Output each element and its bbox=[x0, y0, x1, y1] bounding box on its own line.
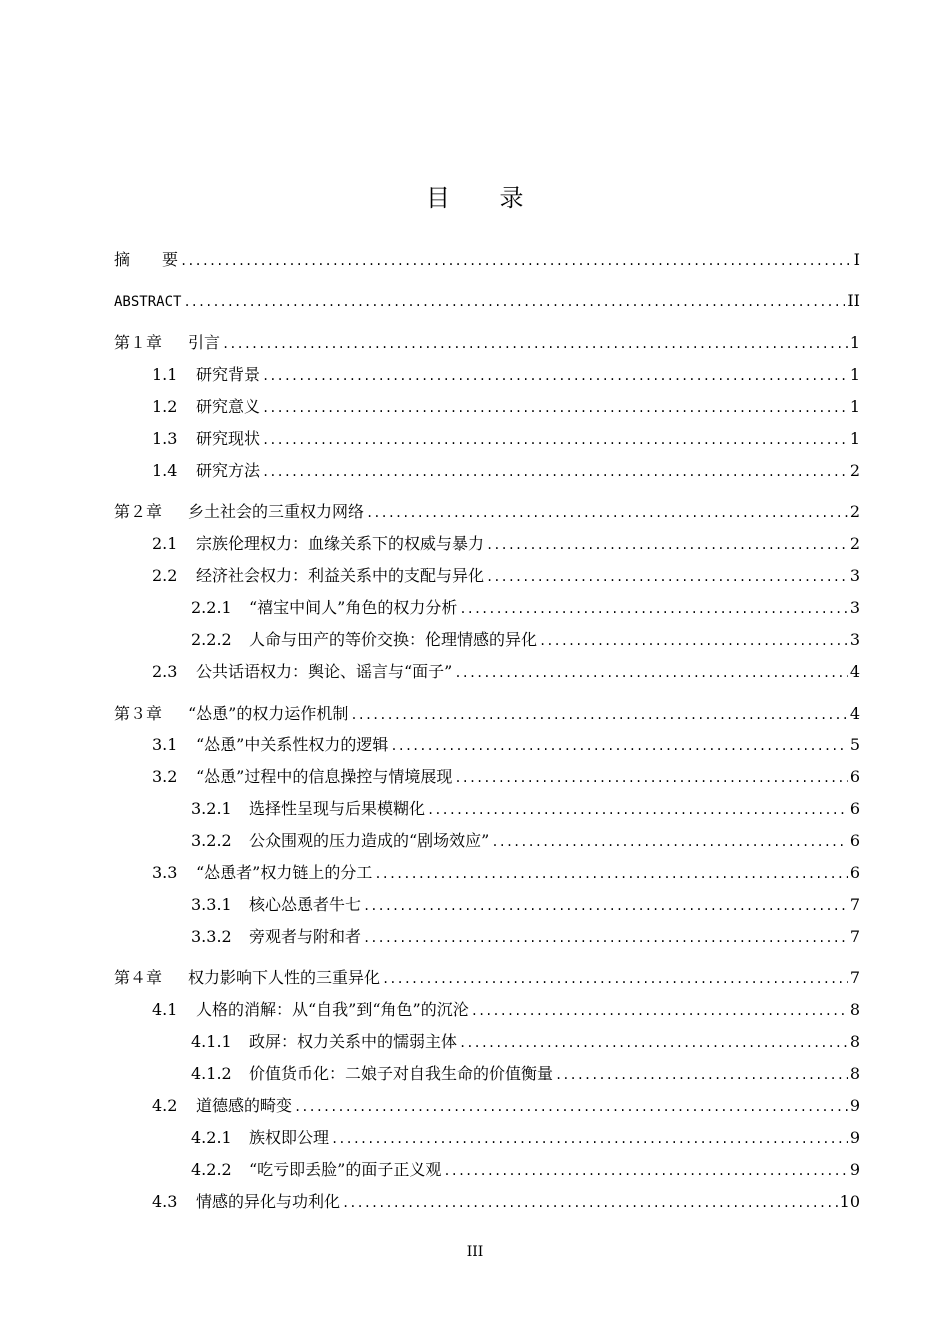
dot-leader bbox=[363, 895, 848, 917]
toc-entry-2-2-2[interactable] bbox=[191, 629, 860, 652]
toc-page-number: II bbox=[847, 291, 860, 310]
page-number-footer: III bbox=[466, 1244, 484, 1260]
toc-label: 核心怂恿者牛七 bbox=[249, 895, 362, 914]
dot-leader bbox=[363, 927, 848, 949]
toc-label: ABSTRACT bbox=[114, 294, 182, 310]
toc-entry-4-1[interactable] bbox=[152, 999, 860, 1022]
dot-leader bbox=[262, 365, 848, 387]
toc-entry-chapter-1[interactable] bbox=[114, 332, 860, 355]
toc-label: “怂恿”过程中的信息操控与情境展现 bbox=[196, 767, 453, 786]
toc-page-number: 2 bbox=[849, 534, 860, 553]
toc-label: 经济社会权力：利益关系中的支配与异化 bbox=[196, 566, 485, 585]
toc-number: 3.1 bbox=[152, 735, 178, 754]
toc-label: 情感的异化与功利化 bbox=[196, 1192, 341, 1211]
toc-label: 价值货币化：二娘子对自我生命的价值衡量 bbox=[249, 1064, 554, 1083]
dot-leader bbox=[262, 461, 848, 483]
toc-number: 4.3 bbox=[152, 1192, 178, 1211]
toc-entry-1-3[interactable] bbox=[152, 428, 860, 451]
toc-page-number: 4 bbox=[849, 704, 860, 723]
toc-label: 研究方法 bbox=[196, 461, 261, 480]
dot-leader bbox=[180, 250, 852, 272]
toc-label: 政屏：权力关系中的懦弱主体 bbox=[249, 1032, 458, 1051]
toc-entry-4-3[interactable] bbox=[152, 1191, 860, 1214]
toc-label: 道德感的畸变 bbox=[196, 1096, 293, 1115]
page-title: 目 录 bbox=[426, 184, 524, 212]
toc-number: 1.4 bbox=[152, 461, 178, 480]
toc-entry-2-2-1[interactable] bbox=[191, 597, 860, 620]
toc-label: 选择性呈现与后果模糊化 bbox=[249, 799, 426, 818]
toc-page-number: 1 bbox=[849, 429, 860, 448]
toc-number: 2.1 bbox=[152, 534, 178, 553]
toc-page-number: 6 bbox=[849, 863, 860, 882]
toc-entry-3-2[interactable] bbox=[152, 766, 860, 789]
dot-leader bbox=[454, 662, 847, 684]
toc-entry-4-1-2[interactable] bbox=[191, 1063, 860, 1086]
toc-entry-1-2[interactable] bbox=[152, 396, 860, 419]
toc-entry-1-1[interactable] bbox=[152, 364, 860, 387]
toc-page-number: 6 bbox=[849, 799, 860, 818]
toc-label: 人命与田产的等价交换：伦理情感的异化 bbox=[249, 630, 538, 649]
toc-page-number: 3 bbox=[849, 598, 860, 617]
toc-page-number: 8 bbox=[849, 1032, 860, 1051]
toc-number: 4.1.2 bbox=[191, 1064, 232, 1083]
toc-page-number: 1 bbox=[849, 397, 860, 416]
toc-page-number: 1 bbox=[849, 365, 860, 384]
toc-number: 3.3.2 bbox=[191, 927, 232, 946]
dot-leader bbox=[374, 863, 847, 885]
dot-leader bbox=[491, 831, 847, 853]
dot-leader bbox=[459, 1032, 848, 1054]
dot-leader bbox=[382, 968, 848, 990]
toc-page-number: 3 bbox=[849, 566, 860, 585]
toc-page-number: I bbox=[853, 250, 860, 269]
toc-entry-chapter-3[interactable] bbox=[114, 703, 860, 726]
toc-label: 公众围观的压力造成的“剧场效应” bbox=[249, 831, 490, 850]
toc-number: 4.2 bbox=[152, 1096, 178, 1115]
toc-page-number: 4 bbox=[849, 662, 860, 681]
toc-page-number: 8 bbox=[849, 1064, 860, 1083]
toc-label: “怂恿”的权力运作机制 bbox=[188, 704, 349, 723]
toc-number: 3.3 bbox=[152, 863, 178, 882]
dot-leader bbox=[471, 1000, 848, 1022]
toc-entry-chapter-2[interactable] bbox=[114, 501, 860, 524]
toc-label: 乡土社会的三重权力网络 bbox=[188, 502, 365, 521]
dot-leader bbox=[427, 799, 848, 821]
toc-number: 3.2 bbox=[152, 767, 178, 786]
dot-leader bbox=[331, 1128, 848, 1150]
toc-entry-3-3-2[interactable] bbox=[191, 926, 860, 949]
toc-number: 第３章 bbox=[114, 704, 163, 723]
toc-entry-4-2-2[interactable] bbox=[191, 1159, 860, 1182]
toc-number: 1.3 bbox=[152, 429, 178, 448]
toc-entry-4-2-1[interactable] bbox=[191, 1127, 860, 1150]
dot-leader bbox=[262, 429, 848, 451]
toc-label: “怂恿”中关系性权力的逻辑 bbox=[196, 735, 389, 754]
toc-label: 人格的消解：从“自我”到“角色”的沉沦 bbox=[196, 1000, 469, 1019]
toc-page-number: 3 bbox=[849, 630, 860, 649]
toc-label: 摘 要 bbox=[114, 250, 179, 269]
toc-number: 4.2.2 bbox=[191, 1160, 232, 1179]
dot-leader bbox=[222, 333, 848, 355]
toc-label: “吃亏即丢脸”的面子正义观 bbox=[249, 1160, 442, 1179]
toc-number: 3.2.1 bbox=[191, 799, 232, 818]
toc-label: 研究背景 bbox=[196, 365, 261, 384]
toc-number: 4.1.1 bbox=[191, 1032, 232, 1051]
toc-number: 3.3.1 bbox=[191, 895, 232, 914]
dot-leader bbox=[486, 566, 848, 588]
toc-label: 权力影响下人性的三重异化 bbox=[188, 968, 381, 987]
toc-entry-3-2-1[interactable] bbox=[191, 798, 860, 821]
dot-leader bbox=[262, 397, 848, 419]
toc-label: “怂恿者”权力链上的分工 bbox=[196, 863, 373, 882]
dot-leader bbox=[443, 1160, 847, 1182]
toc-entry-abstract-en[interactable] bbox=[114, 290, 860, 313]
toc-page-number: 6 bbox=[849, 831, 860, 850]
toc-label: 研究现状 bbox=[196, 429, 261, 448]
toc-label: 公共话语权力：舆论、谣言与“面子” bbox=[196, 662, 453, 681]
dot-leader bbox=[390, 735, 847, 757]
dot-leader bbox=[366, 502, 848, 524]
toc-entry-4-1-1[interactable] bbox=[191, 1031, 860, 1054]
toc-page-number: 9 bbox=[849, 1160, 860, 1179]
dot-leader bbox=[459, 598, 847, 620]
dot-leader bbox=[454, 767, 847, 789]
toc-label: 引言 bbox=[188, 333, 221, 352]
dot-leader bbox=[350, 704, 847, 726]
dot-leader bbox=[183, 291, 845, 313]
toc-number: 2.2 bbox=[152, 566, 178, 585]
toc-entry-chapter-4[interactable] bbox=[114, 967, 860, 990]
toc-page-number: 1 bbox=[849, 333, 860, 352]
toc-number: 2.3 bbox=[152, 662, 178, 681]
toc-page-number: 2 bbox=[849, 502, 860, 521]
toc-page-number: 5 bbox=[849, 735, 860, 754]
toc-label: “禧宝中间人”角色的权力分析 bbox=[249, 598, 458, 617]
toc-number: 2.2.1 bbox=[191, 598, 232, 617]
toc-number: 3.2.2 bbox=[191, 831, 232, 850]
toc-entry-4-2[interactable] bbox=[152, 1095, 860, 1118]
toc-label: 研究意义 bbox=[196, 397, 261, 416]
dot-leader bbox=[342, 1192, 838, 1214]
dot-leader bbox=[294, 1096, 848, 1118]
toc-page-number: 9 bbox=[849, 1096, 860, 1115]
toc-entry-3-3[interactable] bbox=[152, 862, 860, 885]
toc-label: 宗族伦理权力：血缘关系下的权威与暴力 bbox=[196, 534, 485, 553]
toc-number: 4.2.1 bbox=[191, 1128, 232, 1147]
toc-number: 第２章 bbox=[114, 502, 163, 521]
toc-entry-1-4[interactable] bbox=[152, 460, 860, 483]
toc-page-number: 6 bbox=[849, 767, 860, 786]
toc-entry-abstract-cn[interactable] bbox=[114, 249, 860, 272]
toc-number: 第４章 bbox=[114, 968, 163, 987]
toc-number: 第１章 bbox=[114, 333, 163, 352]
dot-leader bbox=[486, 534, 848, 556]
toc-page-number: 7 bbox=[849, 968, 860, 987]
toc-entry-3-1[interactable] bbox=[152, 734, 860, 757]
toc-label: 族权即公理 bbox=[249, 1128, 330, 1147]
toc-page-number: 7 bbox=[849, 895, 860, 914]
toc-page-number: 9 bbox=[849, 1128, 860, 1147]
dot-leader bbox=[555, 1064, 848, 1086]
toc-page-number: 2 bbox=[849, 461, 860, 480]
toc-entry-2-1[interactable] bbox=[152, 533, 860, 556]
toc-entry-3-3-1[interactable] bbox=[191, 894, 860, 917]
toc-number: 2.2.2 bbox=[191, 630, 232, 649]
toc-entry-2-3[interactable] bbox=[152, 661, 860, 684]
toc-entry-2-2[interactable] bbox=[152, 565, 860, 588]
toc-entry-3-2-2[interactable] bbox=[191, 830, 860, 853]
toc-number: 1.1 bbox=[152, 365, 178, 384]
toc-number: 1.2 bbox=[152, 397, 178, 416]
toc-page-number: 7 bbox=[849, 927, 860, 946]
toc-page-number: 8 bbox=[849, 1000, 860, 1019]
toc-page-number: 10 bbox=[839, 1192, 860, 1211]
toc-label: 旁观者与附和者 bbox=[249, 927, 362, 946]
dot-leader bbox=[539, 630, 848, 652]
toc-number: 4.1 bbox=[152, 1000, 178, 1019]
